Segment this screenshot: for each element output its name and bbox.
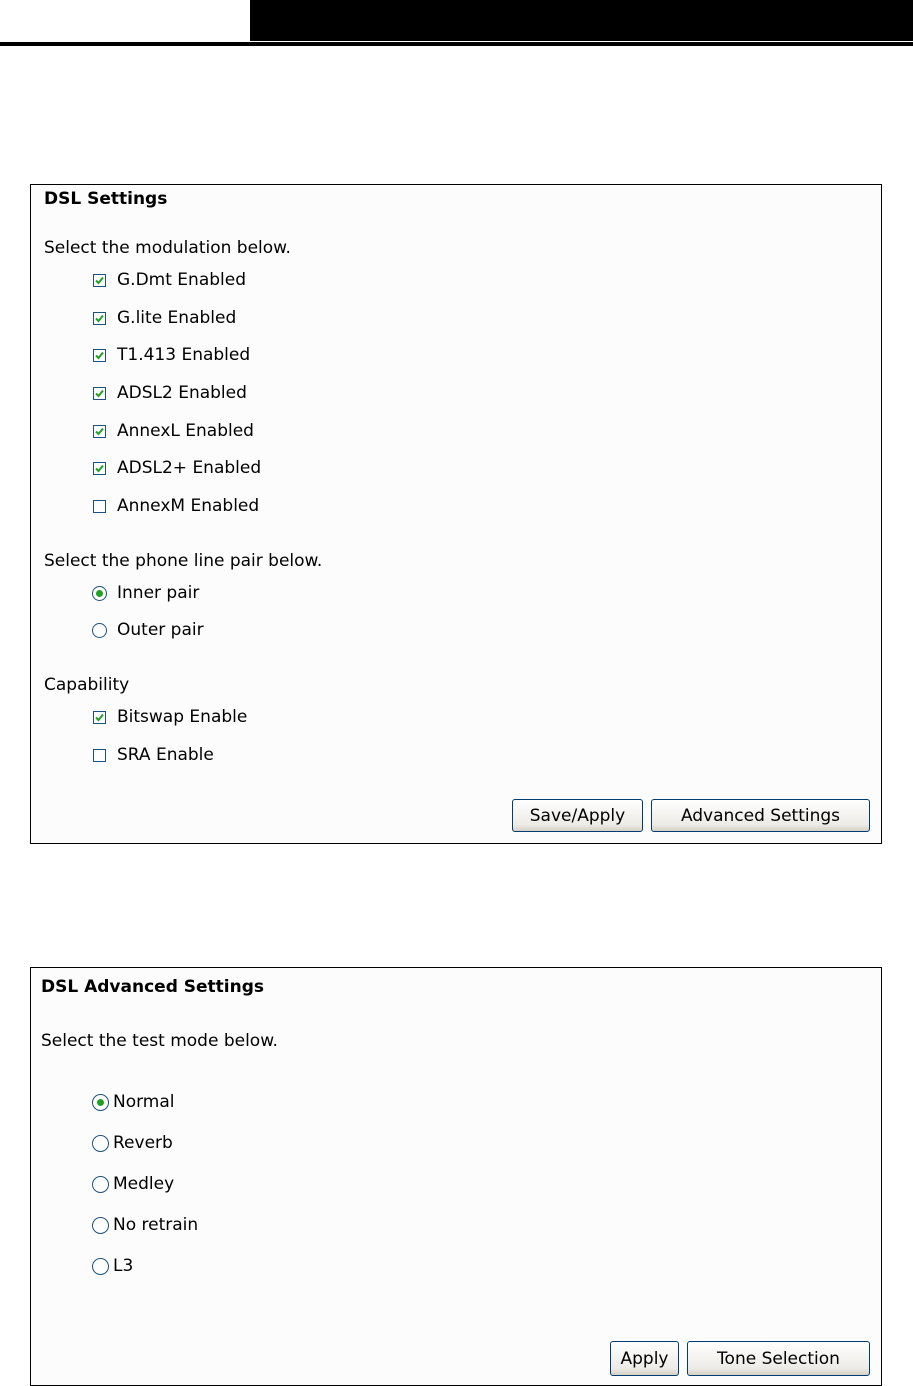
- save-apply-button[interactable]: Save/Apply: [512, 799, 643, 832]
- panel-title: DSL Settings: [44, 189, 168, 209]
- pair-prompt: Select the phone line pair below.: [44, 551, 323, 571]
- modulation-prompt: Select the modulation below.: [44, 238, 291, 258]
- dsl-settings-panel: [30, 184, 882, 844]
- header-black-bar: [250, 0, 913, 41]
- advanced-settings-button[interactable]: Advanced Settings: [651, 799, 870, 832]
- pair-radio-icon[interactable]: [92, 623, 107, 638]
- modulation-checkbox-icon[interactable]: [93, 312, 106, 325]
- test-mode-label: L3: [113, 1256, 134, 1276]
- test-mode-prompt: Select the test mode below.: [41, 1031, 278, 1051]
- capability-checkbox-icon[interactable]: [93, 711, 106, 724]
- test-mode-radio-icon[interactable]: [92, 1094, 109, 1111]
- modulation-checkbox-icon[interactable]: [93, 462, 106, 475]
- modulation-checkbox-icon[interactable]: [93, 387, 106, 400]
- test-mode-label: Reverb: [113, 1133, 173, 1153]
- modulation-label: AnnexM Enabled: [117, 496, 260, 516]
- pair-label: Outer pair: [117, 620, 204, 640]
- capability-heading: Capability: [44, 675, 130, 695]
- capability-label: Bitswap Enable: [117, 707, 248, 727]
- pair-radio-icon[interactable]: [92, 586, 107, 601]
- apply-button[interactable]: Apply: [610, 1341, 679, 1376]
- panel-title: DSL Advanced Settings: [41, 977, 265, 997]
- header-rule: [0, 42, 913, 46]
- modulation-checkbox-icon[interactable]: [93, 500, 106, 513]
- modulation-checkbox-icon[interactable]: [93, 274, 106, 287]
- modulation-checkbox-icon[interactable]: [93, 349, 106, 362]
- modulation-label: G.Dmt Enabled: [117, 270, 246, 290]
- test-mode-radio-icon[interactable]: [92, 1258, 109, 1275]
- dsl-advanced-settings-panel: [30, 967, 882, 1386]
- capability-label: SRA Enable: [117, 745, 214, 765]
- pair-label: Inner pair: [117, 583, 200, 603]
- tone-selection-button[interactable]: Tone Selection: [687, 1341, 870, 1376]
- test-mode-label: Normal: [113, 1092, 175, 1112]
- capability-checkbox-icon[interactable]: [93, 749, 106, 762]
- modulation-label: ADSL2+ Enabled: [117, 458, 262, 478]
- modulation-label: ADSL2 Enabled: [117, 383, 247, 403]
- test-mode-radio-icon[interactable]: [92, 1135, 109, 1152]
- test-mode-label: Medley: [113, 1174, 175, 1194]
- test-mode-radio-icon[interactable]: [92, 1217, 109, 1234]
- header-blank-area: [0, 0, 250, 43]
- test-mode-label: No retrain: [113, 1215, 199, 1235]
- test-mode-radio-icon[interactable]: [92, 1176, 109, 1193]
- modulation-label: T1.413 Enabled: [117, 345, 251, 365]
- modulation-checkbox-icon[interactable]: [93, 425, 106, 438]
- modulation-label: AnnexL Enabled: [117, 421, 254, 441]
- modulation-label: G.lite Enabled: [117, 308, 237, 328]
